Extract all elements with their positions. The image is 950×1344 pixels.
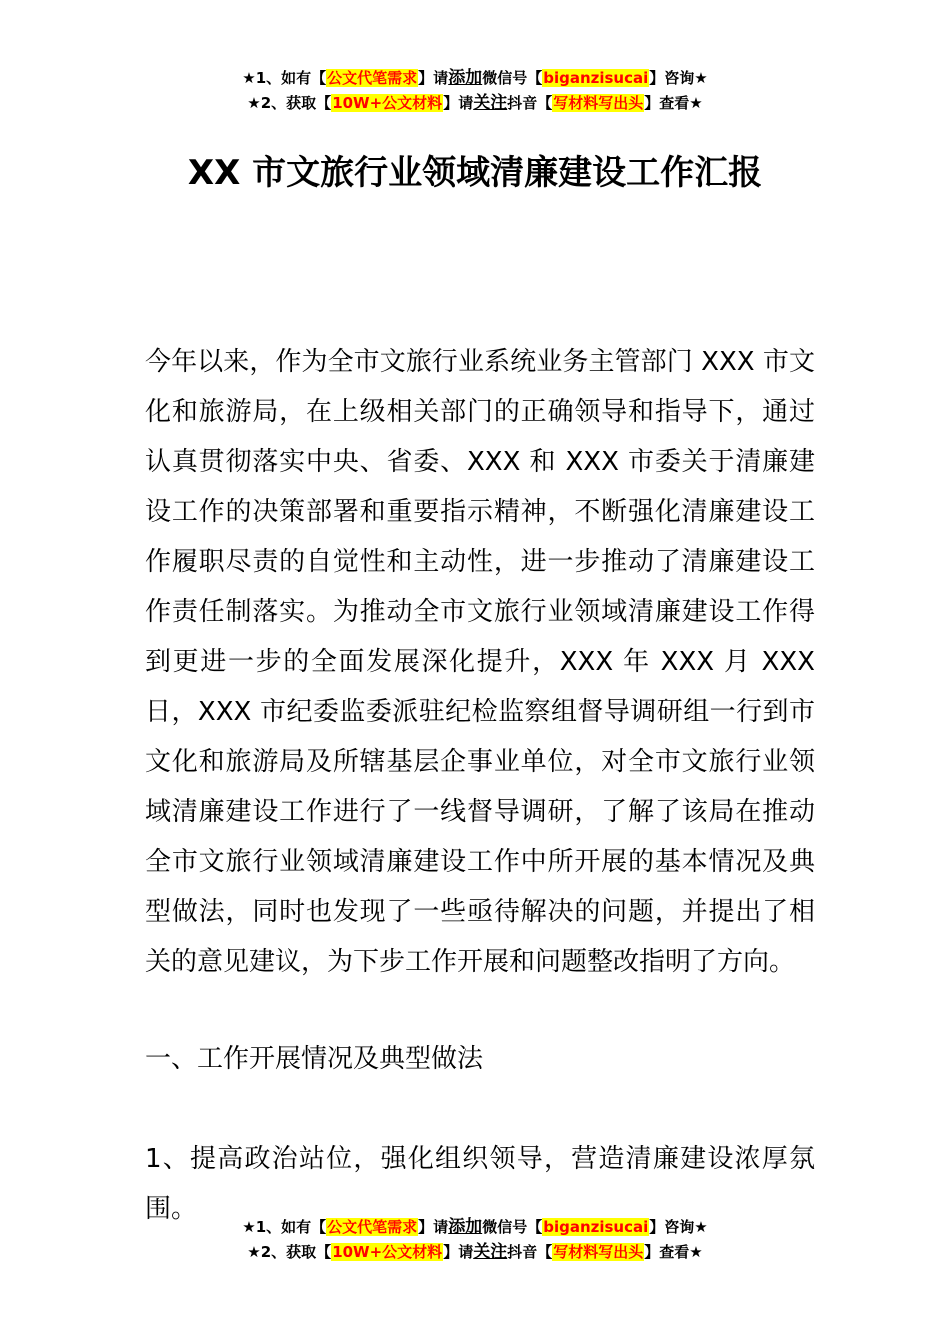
banner-text: 】咨询★	[649, 1218, 708, 1236]
banner-underline: 添加	[448, 1217, 483, 1237]
banner-text: 抖音【	[507, 1243, 553, 1261]
banner-highlight: 公文代笔需求	[327, 69, 418, 87]
intro-paragraph: 今年以来，作为全市文旅行业系统业务主管部门 XXX 市文化和旅游局，在上级相关部门的正确领导和指导下，通过认真贯彻落实中央、省委、XXX 和 XXX 市委关于清廉建设工作的决策部署和重要指示精神，不断强化清廉建设工作履职尽责的自觉性和主动性，进一步推动了清廉建设工作责任制落实。为推动全市文旅行业领域清廉建设工作得到更进一步的全面发展深化提升，XXX 年 XXX 月 XXX 日，XXX 市纪委监委派驻纪检监察组督导调研组一行到市文化和旅游局及所辖基层企事业单位，对全市文旅行业领域清廉建设工作进行了一线督导调研，了解了该局在推动全市文旅行业领域清廉建设工作中所开展的基本情况及典型做法，同时也发现了一些亟待解决的问题，并提出了相关的意见建议，为下步工作开展和问题整改指明了方向。	[145, 347, 815, 977]
banner-text: 】查看★	[644, 94, 703, 112]
banner-text: 】请	[418, 1218, 449, 1236]
banner-text: 】请	[443, 1243, 474, 1261]
banner-text: 】请	[418, 69, 449, 87]
footer-banner	[0, 1215, 950, 1265]
banner-underline: 关注	[473, 93, 508, 113]
banner-highlight: biganzisucai	[543, 69, 649, 87]
banner-text: 】咨询★	[649, 69, 708, 87]
banner-line-2	[0, 1240, 950, 1265]
banner-text: ★1、如有【	[242, 69, 327, 87]
header-banner	[0, 66, 950, 116]
banner-underline: 关注	[473, 1242, 508, 1262]
subsection-heading: 1、提高政治站位，强化组织领导，营造清廉建设浓厚氛围。	[145, 1144, 815, 1224]
banner-highlight: biganzisucai	[543, 1218, 649, 1236]
banner-text: 】查看★	[644, 1243, 703, 1261]
banner-text: 抖音【	[507, 94, 553, 112]
banner-line-2	[0, 91, 950, 116]
banner-text: 微信号【	[482, 1218, 543, 1236]
banner-text: ★2、获取【	[247, 1243, 332, 1261]
banner-highlight: 公文代笔需求	[327, 1218, 418, 1236]
banner-text: ★2、获取【	[247, 94, 332, 112]
section-heading: 一、工作开展情况及典型做法	[145, 1044, 484, 1074]
banner-highlight: 10W+公文材料	[332, 94, 443, 112]
banner-text: ★1、如有【	[242, 1218, 327, 1236]
banner-highlight: 写材料写出头	[553, 1243, 644, 1261]
banner-underline: 添加	[448, 68, 483, 88]
banner-line-1	[0, 1215, 950, 1240]
banner-highlight: 写材料写出头	[553, 94, 644, 112]
banner-text: 微信号【	[482, 69, 543, 87]
document-title: XX 市文旅行业领域清廉建设工作汇报	[187, 153, 763, 193]
banner-highlight: 10W+公文材料	[332, 1243, 443, 1261]
banner-text: 】请	[443, 94, 474, 112]
banner-line-1	[0, 66, 950, 91]
